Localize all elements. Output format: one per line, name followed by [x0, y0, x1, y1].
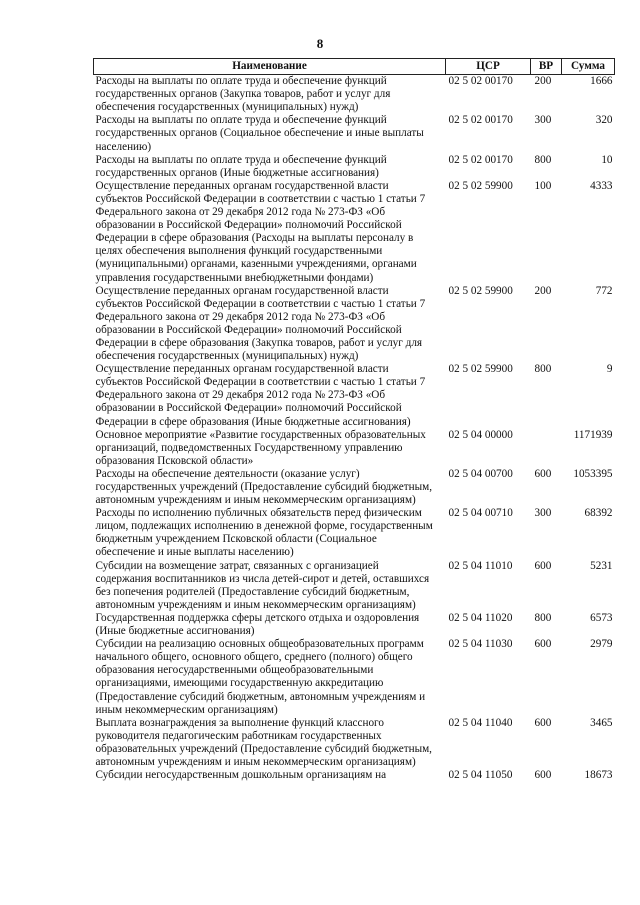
row-vr: 600 [534, 559, 552, 572]
row-vr: 800 [534, 153, 552, 166]
row-name: Основное мероприятие «Развитие государственных образовательных организаций, подведомственных Государственному управлению образования Псковской области» [95, 428, 426, 467]
row-vr: 300 [534, 114, 552, 127]
row-name: Расходы на обеспечение деятельности (оказание услуг) государственных учреждений (Предоставление субсидий бюджетным, автономным учреждениям и иным некоммерческим организациям) [95, 467, 433, 507]
row-csr: 02 5 02 59900 [448, 363, 513, 376]
row-csr: 02 5 02 00170 [448, 153, 513, 166]
row-csr: 02 5 04 00700 [448, 467, 513, 480]
page-number: 8 [316, 36, 324, 51]
row-csr: 02 5 04 11010 [448, 559, 513, 572]
row-sum: 5231 [590, 559, 613, 572]
row-sum: 1666 [590, 75, 613, 88]
row-sum: 6573 [590, 611, 613, 624]
row-sum: 4333 [590, 179, 613, 192]
row-name: Расходы на выплаты по оплате труда и обеспечение функций государственных органов (Социальное обеспечение и иные выплаты населению) [95, 114, 424, 153]
table-row [94, 769, 615, 782]
row-vr: 800 [534, 611, 552, 624]
table-row [94, 75, 615, 115]
row-name: Выплата вознаграждения за выполнение функций классного руководителя педагогическим работникам государственных образовательных учреждений (Предоставление субсидий бюджетным, автономным учреждениям и иным некоммерческим организациям) [95, 716, 432, 768]
row-name: Государственная поддержка сферы детского отдыха и оздоровления (Иные бюджетные ассигнования) [95, 611, 420, 638]
row-csr: 02 5 04 11030 [448, 638, 513, 651]
header-vr: ВР [531, 59, 562, 75]
row-csr: 02 5 02 00170 [448, 114, 513, 127]
header-name: Наименование [94, 59, 446, 75]
table-header-row [94, 59, 615, 75]
table-row [94, 717, 615, 769]
row-name: Расходы на выплаты по оплате труда и обеспечение функций государственных органов (Закупка товаров, работ и услуг для обеспечения государственных (муниципальных) нужд) [95, 75, 391, 114]
row-sum: 3465 [590, 716, 613, 729]
row-vr [531, 429, 562, 468]
row-sum: 772 [595, 284, 613, 297]
row-csr: 02 5 04 11040 [448, 716, 513, 729]
table-row [94, 363, 615, 428]
row-name: Субсидии на реализацию основных общеобразовательных программ начального общего, основного общего, среднего (полного) общего образования негосударственными общеобразовательными организациями, имеющими государственную аккредитацию (Предоставление субсидий бюджетным, автономным учреждениям и иным некоммерческим организациям) [95, 638, 426, 716]
row-vr: 600 [534, 769, 552, 782]
row-csr: 02 5 02 59900 [448, 179, 513, 192]
row-sum: 18673 [584, 769, 613, 782]
row-name: Субсидии на возмещение затрат, связанных с организацией содержания воспитанников из числа детей-сирот и детей, оставшихся без попечения родителей (Предоставление субсидий бюджетным, автономным учреждениям и иным некоммерческим организациям) [95, 559, 430, 611]
budget-table [93, 58, 615, 782]
table-row [94, 468, 615, 507]
row-name: Субсидии негосударственным дошкольным организациям на [95, 769, 387, 782]
row-csr: 02 5 02 00170 [448, 75, 513, 88]
table-row [94, 507, 615, 559]
table-row [94, 285, 615, 364]
row-vr: 600 [534, 638, 552, 651]
row-sum: 1171939 [573, 428, 613, 441]
row-name: Осуществление переданных органам государственной власти субъектов Российской Федерации в соответствии с частью 1 статьи 7 Федерального закона от 29 декабря 2012 года № 273-ФЗ «Об образовании в Российской Федерации» полномочий Российской Федерации в сфере образования (Расходы на выплаты персоналу в целях обеспечения выполнения функций государственными (муниципальными) органами, казенными учреждениями, органами управления государственными внебюджетными фондами) [95, 179, 426, 284]
row-name: Осуществление переданных органам государственной власти субъектов Российской Федерации в соответствии с частью 1 статьи 7 Федерального закона от 29 декабря 2012 года № 273-ФЗ «Об образовании в Российской Федерации» полномочий Российской Федерации в сфере образования (Закупка товаров, работ и услуг для обеспечения государственных (муниципальных) нужд) [95, 284, 426, 363]
row-vr: 100 [534, 179, 552, 192]
row-name: Расходы на выплаты по оплате труда и обеспечение функций государственных органов (Иные бюджетные ассигнования) [95, 153, 387, 179]
row-vr: 200 [534, 75, 552, 88]
row-name: Расходы по исполнению публичных обязательств перед физическим лицом, подлежащих исполнению в денежной форме, государственным бюджетным учреждением Псковской области (Социальное обеспечение и иные выплаты населению) [95, 507, 433, 559]
row-csr: 02 5 04 00000 [448, 428, 513, 441]
row-vr: 200 [534, 284, 552, 297]
table-row [94, 114, 615, 153]
row-csr: 02 5 02 59900 [448, 284, 513, 297]
row-csr: 02 5 04 00710 [448, 507, 513, 520]
row-csr: 02 5 04 11020 [448, 611, 513, 624]
table-row [94, 429, 615, 468]
row-vr: 600 [534, 716, 552, 729]
table-row [94, 154, 615, 180]
header-sum: Сумма [562, 59, 615, 75]
table-row [94, 180, 615, 285]
row-sum: 1053395 [573, 467, 613, 480]
row-sum: 9 [606, 363, 613, 376]
table-row [94, 638, 615, 717]
row-vr: 800 [534, 363, 552, 376]
row-sum: 2979 [590, 638, 613, 651]
table-body [94, 75, 615, 783]
row-name: Осуществление переданных органам государственной власти субъектов Российской Федерации в соответствии с частью 1 статьи 7 Федерального закона от 29 декабря 2012 года № 273-ФЗ «Об образовании в Российской Федерации» полномочий Российской Федерации в сфере образования (Иные бюджетные ассигнования) [95, 363, 426, 428]
row-vr: 600 [534, 467, 552, 480]
row-sum: 10 [601, 153, 613, 166]
header-csr: ЦСР [446, 59, 531, 75]
row-vr: 300 [534, 507, 552, 520]
row-csr: 02 5 04 11050 [448, 769, 513, 782]
row-sum: 320 [595, 114, 613, 127]
row-sum: 68392 [584, 507, 613, 520]
table-row [94, 612, 615, 638]
table-row [94, 560, 615, 612]
